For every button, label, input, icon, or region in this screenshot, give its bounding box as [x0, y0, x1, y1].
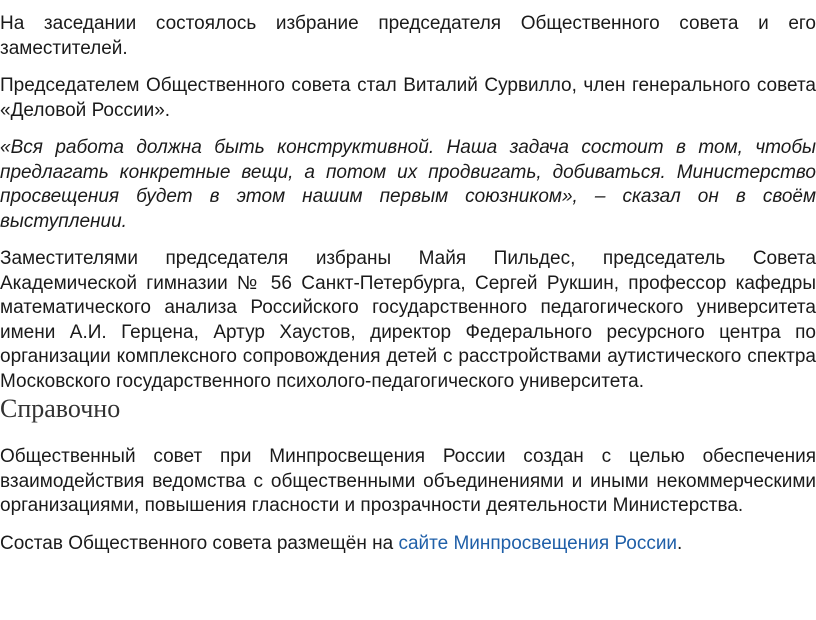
reference-paragraph: Общественный совет при Минпросвещения России создан с целью обеспечения взаимодействия ведомства с общественными объединениями и иными некоммерческими организациями, повышения гласности и прозрачности деятельности Министерства.: [0, 446, 816, 516]
chairman-quote: «Вся работа должна быть конструктивной. Наша задача состоит в том, чтобы предлагать конкретные вещи, а потом их продвигать, добиваться. Министерство просвещения будет в этом нашим первым союзником», – сказал он в своём выступлении.: [0, 137, 816, 232]
composition-paragraph: [0, 532, 816, 557]
ministry-site-link[interactable]: сайте Минпросвещения России: [398, 532, 678, 554]
chairman-paragraph: Председателем Общественного совета стал Виталий Сурвилло, член генерального совета «Деловой России».: [0, 75, 816, 121]
composition-text: Состав Общественного совета размещён на: [0, 532, 399, 554]
composition-period: .: [677, 532, 683, 554]
reference-heading: Справочно: [0, 394, 121, 423]
deputies-paragraph: Заместителями председателя избраны Майя Пильдес, председатель Совета Академической гимназии № 56 Санкт-Петербурга, Сергей Рукшин, профессор кафедры математического анализа Российского государственного педагогического университета имени А.И. Герцена, Артур Хаустов, директор Федерального ресурсного центра по организации комплексного сопровождения детей с расстройствами аутистического спектра Московского государственного психолого-педагогического университета.: [0, 248, 816, 392]
election-paragraph: На заседании состоялось избрание председателя Общественного совета и его заместителей.: [0, 13, 816, 59]
